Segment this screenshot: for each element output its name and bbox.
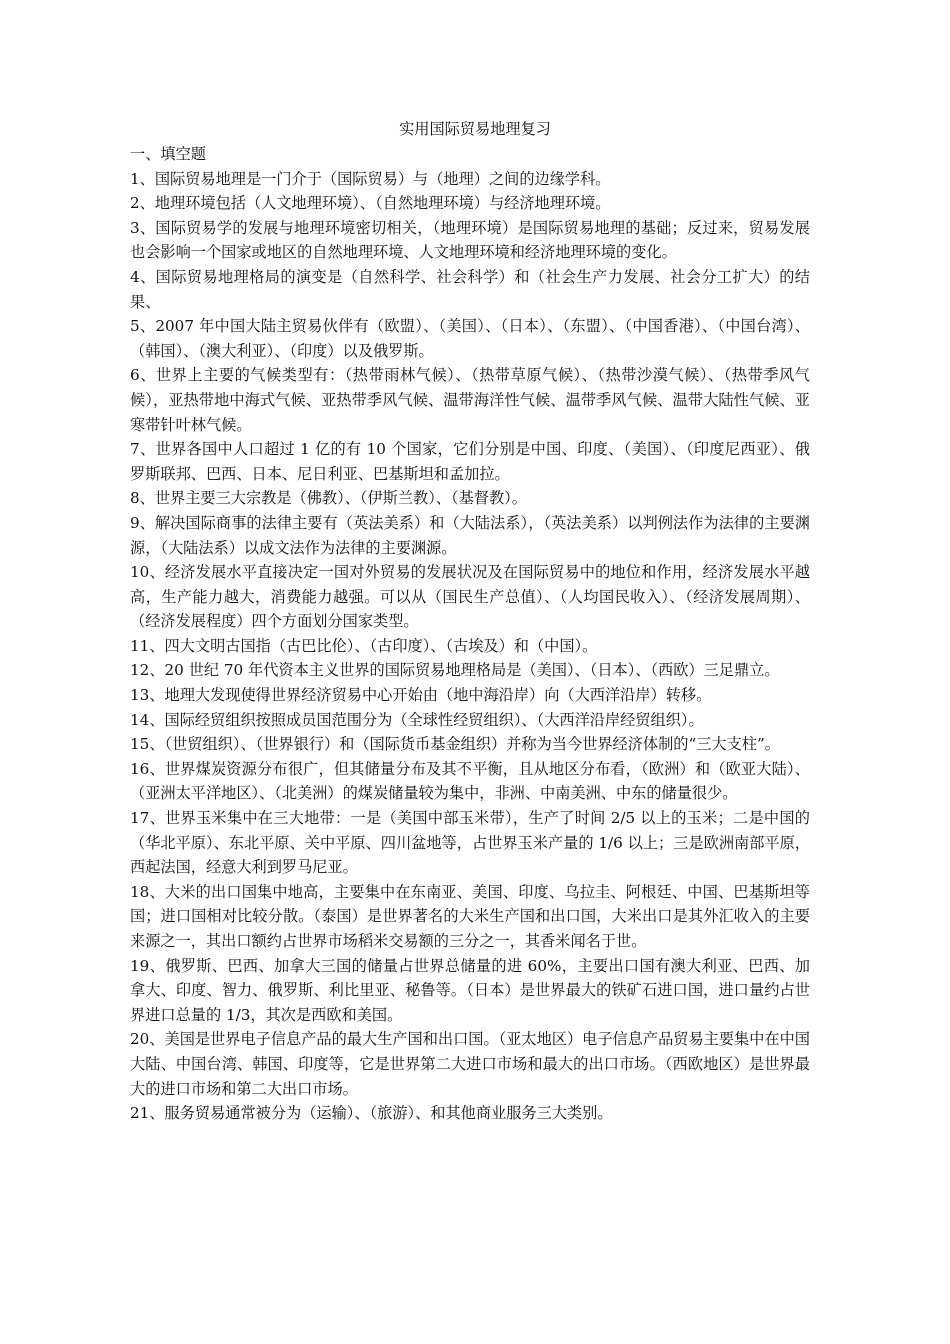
question-item: 15、（世贸组织）、（世界银行）和（国际货币基金组织）并称为当今世界经济体制的“三大支柱”。: [130, 735, 780, 754]
question-item: 16、世界煤炭资源分布很广，但其储量分布及其不平衡，且从地区分布看，（欧洲）和（欧亚大陆）、（亚洲太平洋地区）、（北美洲）的煤炭储量较为集中，非洲、中南美洲、中东的储量很少。: [130, 759, 810, 803]
question-item: 7、世界各国中人口超过 1 亿的有 10 个国家，它们分别是中国、印度、（美国）、（印度尼西亚）、俄罗斯联邦、巴西、日本、尼日利亚、巴基斯坦和孟加拉。: [130, 440, 810, 483]
question-item: 10、经济发展水平直接决定一国对外贸易的发展状况及在国际贸易中的地位和作用，经济发展水平越高，生产能力越大，消费能力越强。可以从（国民生产总值）、（人均国民收入）、（经济发展周期）、（经济发展程度）四个方面划分国家类型。: [130, 563, 810, 631]
question-item: 13、地理大发现使得世界经济贸易中心开始由（地中海沿岸）向（大西洋沿岸）转移。: [130, 686, 712, 705]
question-item: 19、俄罗斯、巴西、加拿大三国的储量占世界总储量的进 60%，主要出口国有澳大利亚、巴西、加拿大、印度、智力、俄罗斯、利比里亚、秘鲁等。（日本）是世界最大的铁矿石进口国，进口量约占世界进口总量的 1/3，其次是西欧和美国。: [130, 956, 810, 1024]
section-heading: 一、填空题: [130, 145, 206, 163]
question-item: 21、服务贸易通常被分为（运输）、（旅游）、和其他商业服务三大类别。: [130, 1104, 613, 1123]
document-body: [130, 142, 810, 1126]
question-item: 4、国际贸易地理格局的演变是（自然科学、社会科学）和（社会生产力发展、社会分工扩大）的结果、: [130, 267, 810, 311]
question-item: 8、世界主要三大宗教是（佛教）、（伊斯兰教）、（基督教）。: [130, 489, 527, 508]
question-item: 1、国际贸易地理是一门介于（国际贸易）与（地理）之间的边缘学科。: [130, 169, 611, 188]
question-item: 5、2007 年中国大陆主贸易伙伴有（欧盟）、（美国）、（日本）、（东盟）、（中国香港）、（中国台湾）、（韩国）、（澳大利亚）、（印度）以及俄罗斯。: [130, 317, 810, 360]
question-item: 11、四大文明古国指（古巴比伦）、（古印度）、（古埃及）和（中国）。: [130, 636, 598, 655]
question-item: 17、世界玉米集中在三大地带：一是（美国中部玉米带），生产了时间 2/5 以上的玉米；二是中国的（华北平原）、东北平原、关中平原、四川盆地等，占世界玉米产量的 1/6 以上；三是欧洲南部平原，西起法国，经意大利到罗马尼亚。: [130, 809, 810, 877]
question-item: 9、解决国际商事的法律主要有（英法美系）和（大陆法系），（英法美系）以判例法作为法律的主要渊源，（大陆法系）以成文法作为法律的主要渊源。: [130, 513, 810, 557]
question-item: 3、国际贸易学的发展与地理环境密切相关，（地理环境）是国际贸易地理的基础；反过来，贸易发展也会影响一个国家或地区的自然地理环境、人文地理环境和经济地理环境的变化。: [130, 218, 810, 262]
question-item: 12、20 世纪 70 年代资本主义世界的国际贸易地理格局是（美国）、（日本）、（西欧）三足鼎立。: [130, 661, 780, 680]
question-item: 14、国际经贸组织按照成员国范围分为（全球性经贸组织）、（大西洋沿岸经贸组织）。: [130, 710, 704, 729]
question-item: 6、世界上主要的气候类型有：（热带雨林气候）、（热带草原气候）、（热带沙漠气候）、（热带季风气候），亚热带地中海式气候、亚热带季风气候、温带海洋性气候、温带季风气候、温带大陆性气候、亚寒带针叶林气候。: [130, 366, 810, 434]
document-title: 实用国际贸易地理复习: [399, 120, 551, 138]
question-item: 2、地理环境包括（人文地理环境）、（自然地理环境）与经济地理环境。: [130, 194, 611, 213]
question-item: 20、美国是世界电子信息产品的最大生产国和出口国。（亚太地区）电子信息产品贸易主要集中在中国大陆、中国台湾、韩国、印度等，它是世界第二大进口市场和最大的出口市场。（西欧地区）是世界最大的进口市场和第二大出口市场。: [130, 1030, 810, 1098]
question-item: 18、大米的出口国集中地高，主要集中在东南亚、美国、印度、乌拉圭、阿根廷、中国、巴基斯坦等国；进口国相对比较分散。（泰国）是世界著名的大米生产国和出口国，大米出口是其外汇收入的主要来源之一，其出口额约占世界市场稻米交易额的三分之一，其香米闻名于世。: [130, 882, 810, 950]
